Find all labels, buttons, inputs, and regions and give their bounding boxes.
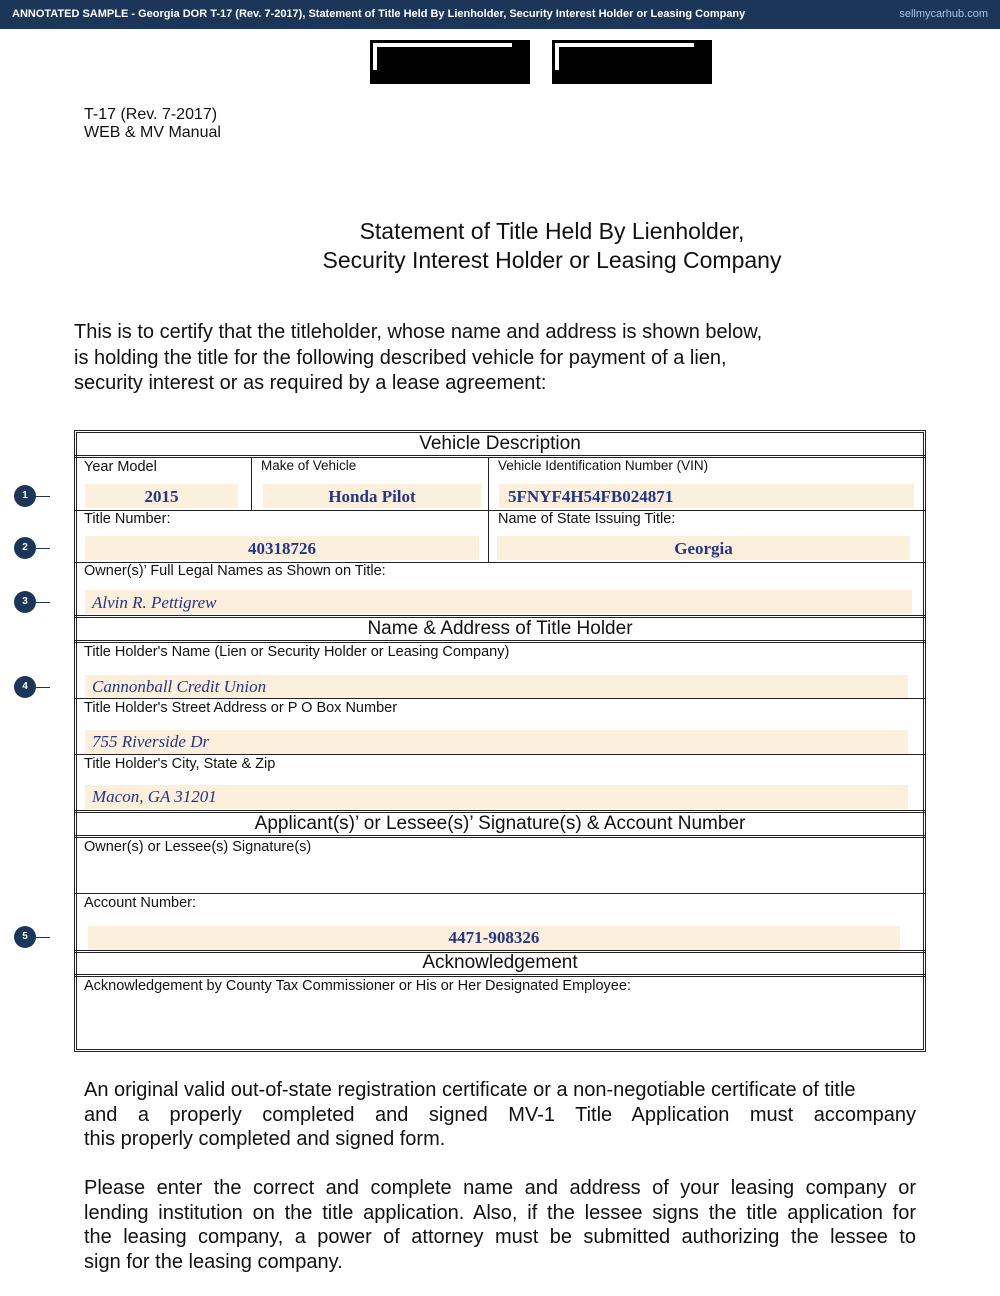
- note-line: Please enter the correct and complete name and address of your leasing company or: [84, 1177, 916, 1199]
- annotation-marker-2: 2: [14, 537, 36, 559]
- section-title-holder: Name & Address of Title Holder: [367, 618, 633, 639]
- instruction-paragraph-2: [84, 1176, 916, 1274]
- note-line: An original valid out-of-state registration certificate or a non-negotiable certificate of title: [84, 1079, 856, 1101]
- acknowledgement-label: Acknowledgement by County Tax Commissioner or His or Her Designated Employee:: [84, 978, 631, 994]
- make-value: Honda Pilot: [328, 487, 416, 506]
- form-manual: WEB & MV Manual: [84, 124, 221, 141]
- note-line: lending institution on the title application. Also, if the lessee signs the title application for: [84, 1201, 916, 1224]
- marker-leader: [36, 937, 50, 938]
- account-number-value: 4471-908326: [448, 928, 540, 947]
- owners-value: Alvin R. Pettigrew: [92, 593, 217, 612]
- annotation-header-bar: [0, 0, 1000, 29]
- divider: [74, 893, 926, 894]
- holder-city-value: Macon, GA 31201: [92, 787, 217, 806]
- annotation-marker-5: 5: [14, 926, 36, 948]
- divider: [251, 458, 252, 510]
- holder-street-value: 755 Riverside Dr: [92, 732, 210, 751]
- account-number-label: Account Number:: [84, 895, 197, 911]
- year-value: 2015: [144, 487, 179, 506]
- vin-value: 5FNYF4H54FB024871: [508, 487, 674, 506]
- intro-line-1: This is to certify that the titleholder, whose name and address is shown below,: [74, 321, 763, 343]
- state-label: Name of State Issuing Title:: [498, 511, 676, 527]
- divider: [74, 974, 926, 977]
- office-use-box-right: [552, 40, 712, 84]
- instruction-paragraph-1: [84, 1078, 916, 1152]
- title-line-2: Security Interest Holder or Leasing Company: [322, 247, 782, 273]
- divider: [74, 640, 926, 643]
- office-use-box-left: [370, 40, 530, 84]
- holder-city-label: Title Holder's City, State & Zip: [84, 756, 276, 772]
- holder-street-label: Title Holder's Street Address or P O Box Number: [84, 700, 398, 716]
- section-acknowledgement: Acknowledgement: [422, 952, 578, 973]
- intro-line-3: security interest or as required by a lease agreement:: [74, 372, 547, 394]
- marker-leader: [36, 496, 50, 497]
- intro-line-2: is holding the title for the following described vehicle for payment of a lien,: [74, 346, 727, 369]
- page-title: [0, 217, 1000, 275]
- divider: [74, 698, 926, 699]
- vin-label: Vehicle Identification Number (VIN): [498, 458, 709, 473]
- note-line: and a properly completed and signed MV-1 Title Application must accompany: [84, 1103, 916, 1126]
- marker-leader: [36, 548, 50, 549]
- divider: [74, 754, 926, 755]
- annotation-title: ANNOTATED SAMPLE - Georgia DOR T-17 (Rev. 7-2017), Statement of Title Held By Lienholder, Security Interest Holder or Leasing Company: [12, 8, 746, 20]
- title-line-1: Statement of Title Held By Lienholder,: [359, 218, 745, 244]
- certification-statement: [74, 320, 762, 397]
- section-vehicle-description: Vehicle Description: [419, 433, 581, 454]
- holder-name-label: Title Holder's Name (Lien or Security Holder or Leasing Company): [84, 644, 510, 660]
- year-model-label: Year Model: [84, 459, 157, 475]
- annotation-marker-1: 1: [14, 485, 36, 507]
- form-number: [84, 106, 221, 142]
- form-revision: T-17 (Rev. 7-2017): [84, 106, 218, 123]
- site-link[interactable]: sellmycarhub.com: [899, 8, 988, 20]
- state-value: Georgia: [674, 539, 733, 558]
- annotation-marker-3: 3: [14, 591, 36, 613]
- divider: [74, 835, 926, 838]
- marker-leader: [36, 687, 50, 688]
- signature-label: Owner(s) or Lessee(s) Signature(s): [84, 839, 312, 855]
- note-line: this properly completed and signed form.: [84, 1128, 446, 1150]
- title-number-value: 40318726: [248, 539, 316, 558]
- make-label: Make of Vehicle: [261, 458, 357, 473]
- note-line: the leasing company, a power of attorney must be submitted authorizing the lessee to: [84, 1226, 916, 1248]
- note-line: sign for the leasing company.: [84, 1250, 343, 1273]
- holder-name-value: Cannonball Credit Union: [92, 677, 267, 696]
- section-signature: Applicant(s)’ or Lessee(s)’ Signature(s) & Account Number: [254, 813, 746, 834]
- owners-label: Owner(s)’ Full Legal Names as Shown on Title:: [84, 563, 386, 579]
- title-number-label: Title Number:: [84, 511, 171, 527]
- marker-leader: [36, 602, 50, 603]
- annotation-marker-4: 4: [14, 676, 36, 698]
